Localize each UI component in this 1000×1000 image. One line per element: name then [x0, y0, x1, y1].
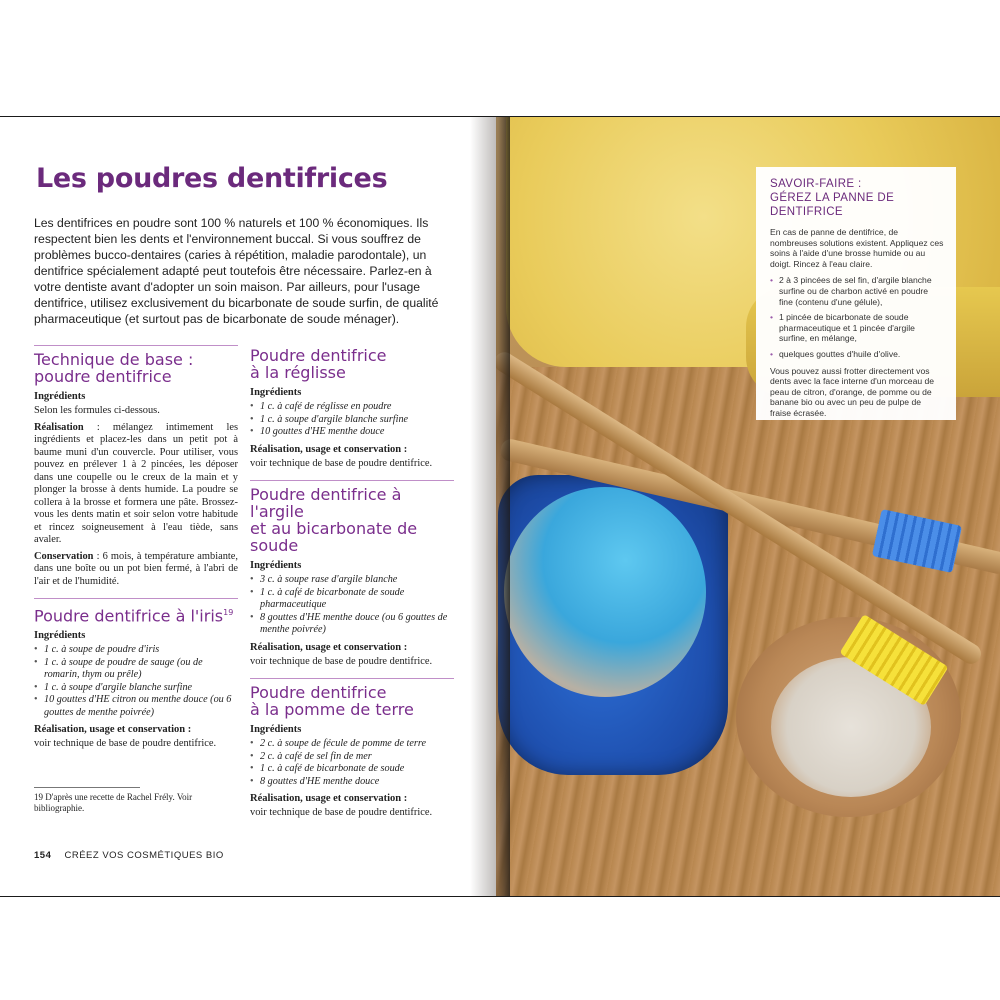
section-technique-de-base	[34, 345, 238, 588]
page-title: Les poudres dentifrices	[36, 163, 388, 194]
list-item: • 8 gouttes d'HE menthe douce	[250, 776, 454, 789]
section-rule	[34, 598, 238, 599]
footnote-ref: 19	[223, 608, 234, 617]
ingredients-label: Ingrédients	[250, 724, 302, 735]
ingredients-list	[250, 401, 454, 439]
box-list	[770, 275, 944, 359]
realisation-text: voir technique de base de poudre dentifrice.	[34, 738, 217, 750]
page-number: 154	[34, 850, 52, 861]
list-item: • 1 c. à soupe de poudre d'iris	[34, 644, 238, 657]
realisation-paragraph: Réalisation : mélangez intimement les ingrédients et placez-les dans un petit pot à baume muni d'un couvercle. Pour utiliser, vous pouvez en prélever 1 à 2 pincées, les déposer dans une coupelle ou le creux de la main et y plonger la brosse à dents humide. La poudre se collera à la brosse et formera une pâte. Brossez-vous les dents matin et soir selon votre habitude et rincez soigneusement à l'eau tiède, sans avaler.	[34, 421, 238, 545]
list-item: • 1 c. à café de réglisse en poudre	[250, 401, 454, 414]
box-intro: En cas de panne de dentifrice, de nombreuses solutions existent. Appliquez ces soins à l'aide d'une brosse humide ou au doigt. Rincez à l'eau claire.	[770, 227, 944, 269]
realisation-label: Réalisation, usage et conservation :	[250, 793, 408, 804]
book-gutter-shadow	[470, 117, 510, 896]
list-item: • 1 c. à soupe d'argile blanche surfine	[250, 414, 454, 427]
conservation-paragraph: Conservation : 6 mois, à température ambiante, dans une boîte ou un pot bien fermé, à l'abri de l'air et de l'humidité.	[34, 550, 238, 587]
savoir-faire-box	[756, 167, 956, 420]
footnote-rule	[34, 787, 140, 788]
page-folio	[34, 850, 224, 861]
list-item: • 10 gouttes d'HE citron ou menthe douce (ou 6 gouttes de menthe poivrée)	[34, 694, 238, 719]
list-item: • 3 c. à soupe rase d'argile blanche	[250, 574, 454, 587]
box-heading: SAVOIR-FAIRE : GÉREZ LA PANNE DE DENTIFRICE	[770, 178, 895, 218]
list-item: • 2 à 3 pincées de sel fin, d'argile blanche surfine ou de charbon activé en poudre fine (contenu d'une gélule),	[770, 275, 944, 307]
blue-powder-image	[504, 487, 706, 697]
footnote: 19 D'après une recette de Rachel Frély. Voir bibliographie.	[34, 792, 193, 813]
realisation-label: Réalisation, usage et conservation :	[250, 641, 408, 653]
realisation-text: voir technique de base de poudre dentifrice.	[250, 807, 433, 818]
column-2	[250, 345, 454, 830]
ingredients-list	[34, 644, 238, 719]
list-item: • 1 c. à café de bicarbonate de soude pharmaceutique	[250, 587, 454, 612]
realisation-text: voir technique de base de poudre dentifrice.	[250, 457, 433, 469]
list-item: • 2 c. à café de sel fin de mer	[250, 751, 454, 764]
list-item: • 8 gouttes d'HE menthe douce (ou 6 gouttes de menthe poivrée)	[250, 612, 454, 637]
ingredients-list	[250, 738, 454, 788]
section-title: Poudre dentifrice à l'argile et au bicarbonate de soude	[250, 485, 418, 555]
list-item: • 1 c. à soupe d'argile blanche surfine	[34, 682, 238, 695]
section-title: Poudre dentifrice à la réglisse	[250, 346, 387, 382]
realisation-text: voir technique de base de poudre dentifrice.	[250, 655, 433, 667]
list-item: • 10 gouttes d'HE menthe douce	[250, 426, 454, 439]
section-title: Poudre dentifrice à l'iris$^{19}$	[34, 606, 234, 626]
left-page	[0, 117, 496, 896]
right-page-photo	[496, 117, 1000, 896]
section-iris	[34, 598, 238, 751]
list-item: • 1 c. à soupe de poudre de sauge (ou de romarin, thym ou prêle)	[34, 657, 238, 682]
intro-paragraph: Les dentifrices en poudre sont 100 % naturels et 100 % économiques. Ils respectent bien les dents et l'environnement buccal. Si vous souffrez de problèmes bucco-dentaires (caries à répétition, maladie parodontale), un dentifrice spécialement adapté peut toutefois être nécessaire. Parlez-en à votre dentiste avant d'adopter un soin maison. Par ailleurs, pour l'usage dentifrice, utilisez exclusivement du bicarbonate de soude surfin, de qualité pharmaceutique (et surtout pas de bicarbonate de soude ménager).	[34, 216, 439, 326]
section-rule	[250, 678, 454, 679]
section-pomme-de-terre	[250, 678, 454, 820]
book-spread	[0, 116, 1000, 897]
section-argile-bicarbonate	[250, 480, 454, 668]
section-title: Technique de base : poudre dentifrice	[34, 350, 194, 386]
ingredients-label: Ingrédients	[34, 391, 86, 402]
section-rule	[34, 345, 238, 346]
section-title: Poudre dentifrice à la pomme de terre	[250, 683, 414, 719]
list-item: • 1 c. à café de bicarbonate de soude	[250, 763, 454, 776]
list-item: • quelques gouttes d'huile d'olive.	[770, 349, 944, 360]
ingredients-list	[250, 574, 454, 637]
column-1	[34, 345, 238, 761]
section-rule	[250, 480, 454, 481]
realisation-label: Réalisation, usage et conservation :	[34, 724, 192, 736]
list-item: • 1 pincée de bicarbonate de soude pharmaceutique et 1 pincée d'argile surfine, en mélange,	[770, 312, 944, 344]
ingredients-label: Ingrédients	[250, 387, 302, 398]
ingredients-label: Ingrédients	[34, 630, 86, 642]
ingredients-label: Ingrédients	[250, 560, 302, 571]
box-outro: Vous pouvez aussi frotter directement vos dents avec la face interne d'un morceau de peau de citron, d'orange, de pomme ou de banane bio ou avec un peu de pulpe de fraise écrasée.	[770, 365, 935, 418]
realisation-label: Réalisation, usage et conservation :	[250, 443, 408, 455]
list-item: • 2 c. à soupe de fécule de pomme de terre	[250, 738, 454, 751]
running-title: CRÉEZ VOS COSMÉTIQUES BIO	[64, 850, 224, 861]
ingredients-text: Selon les formules ci-dessous.	[34, 405, 160, 416]
section-reglisse	[250, 347, 454, 470]
